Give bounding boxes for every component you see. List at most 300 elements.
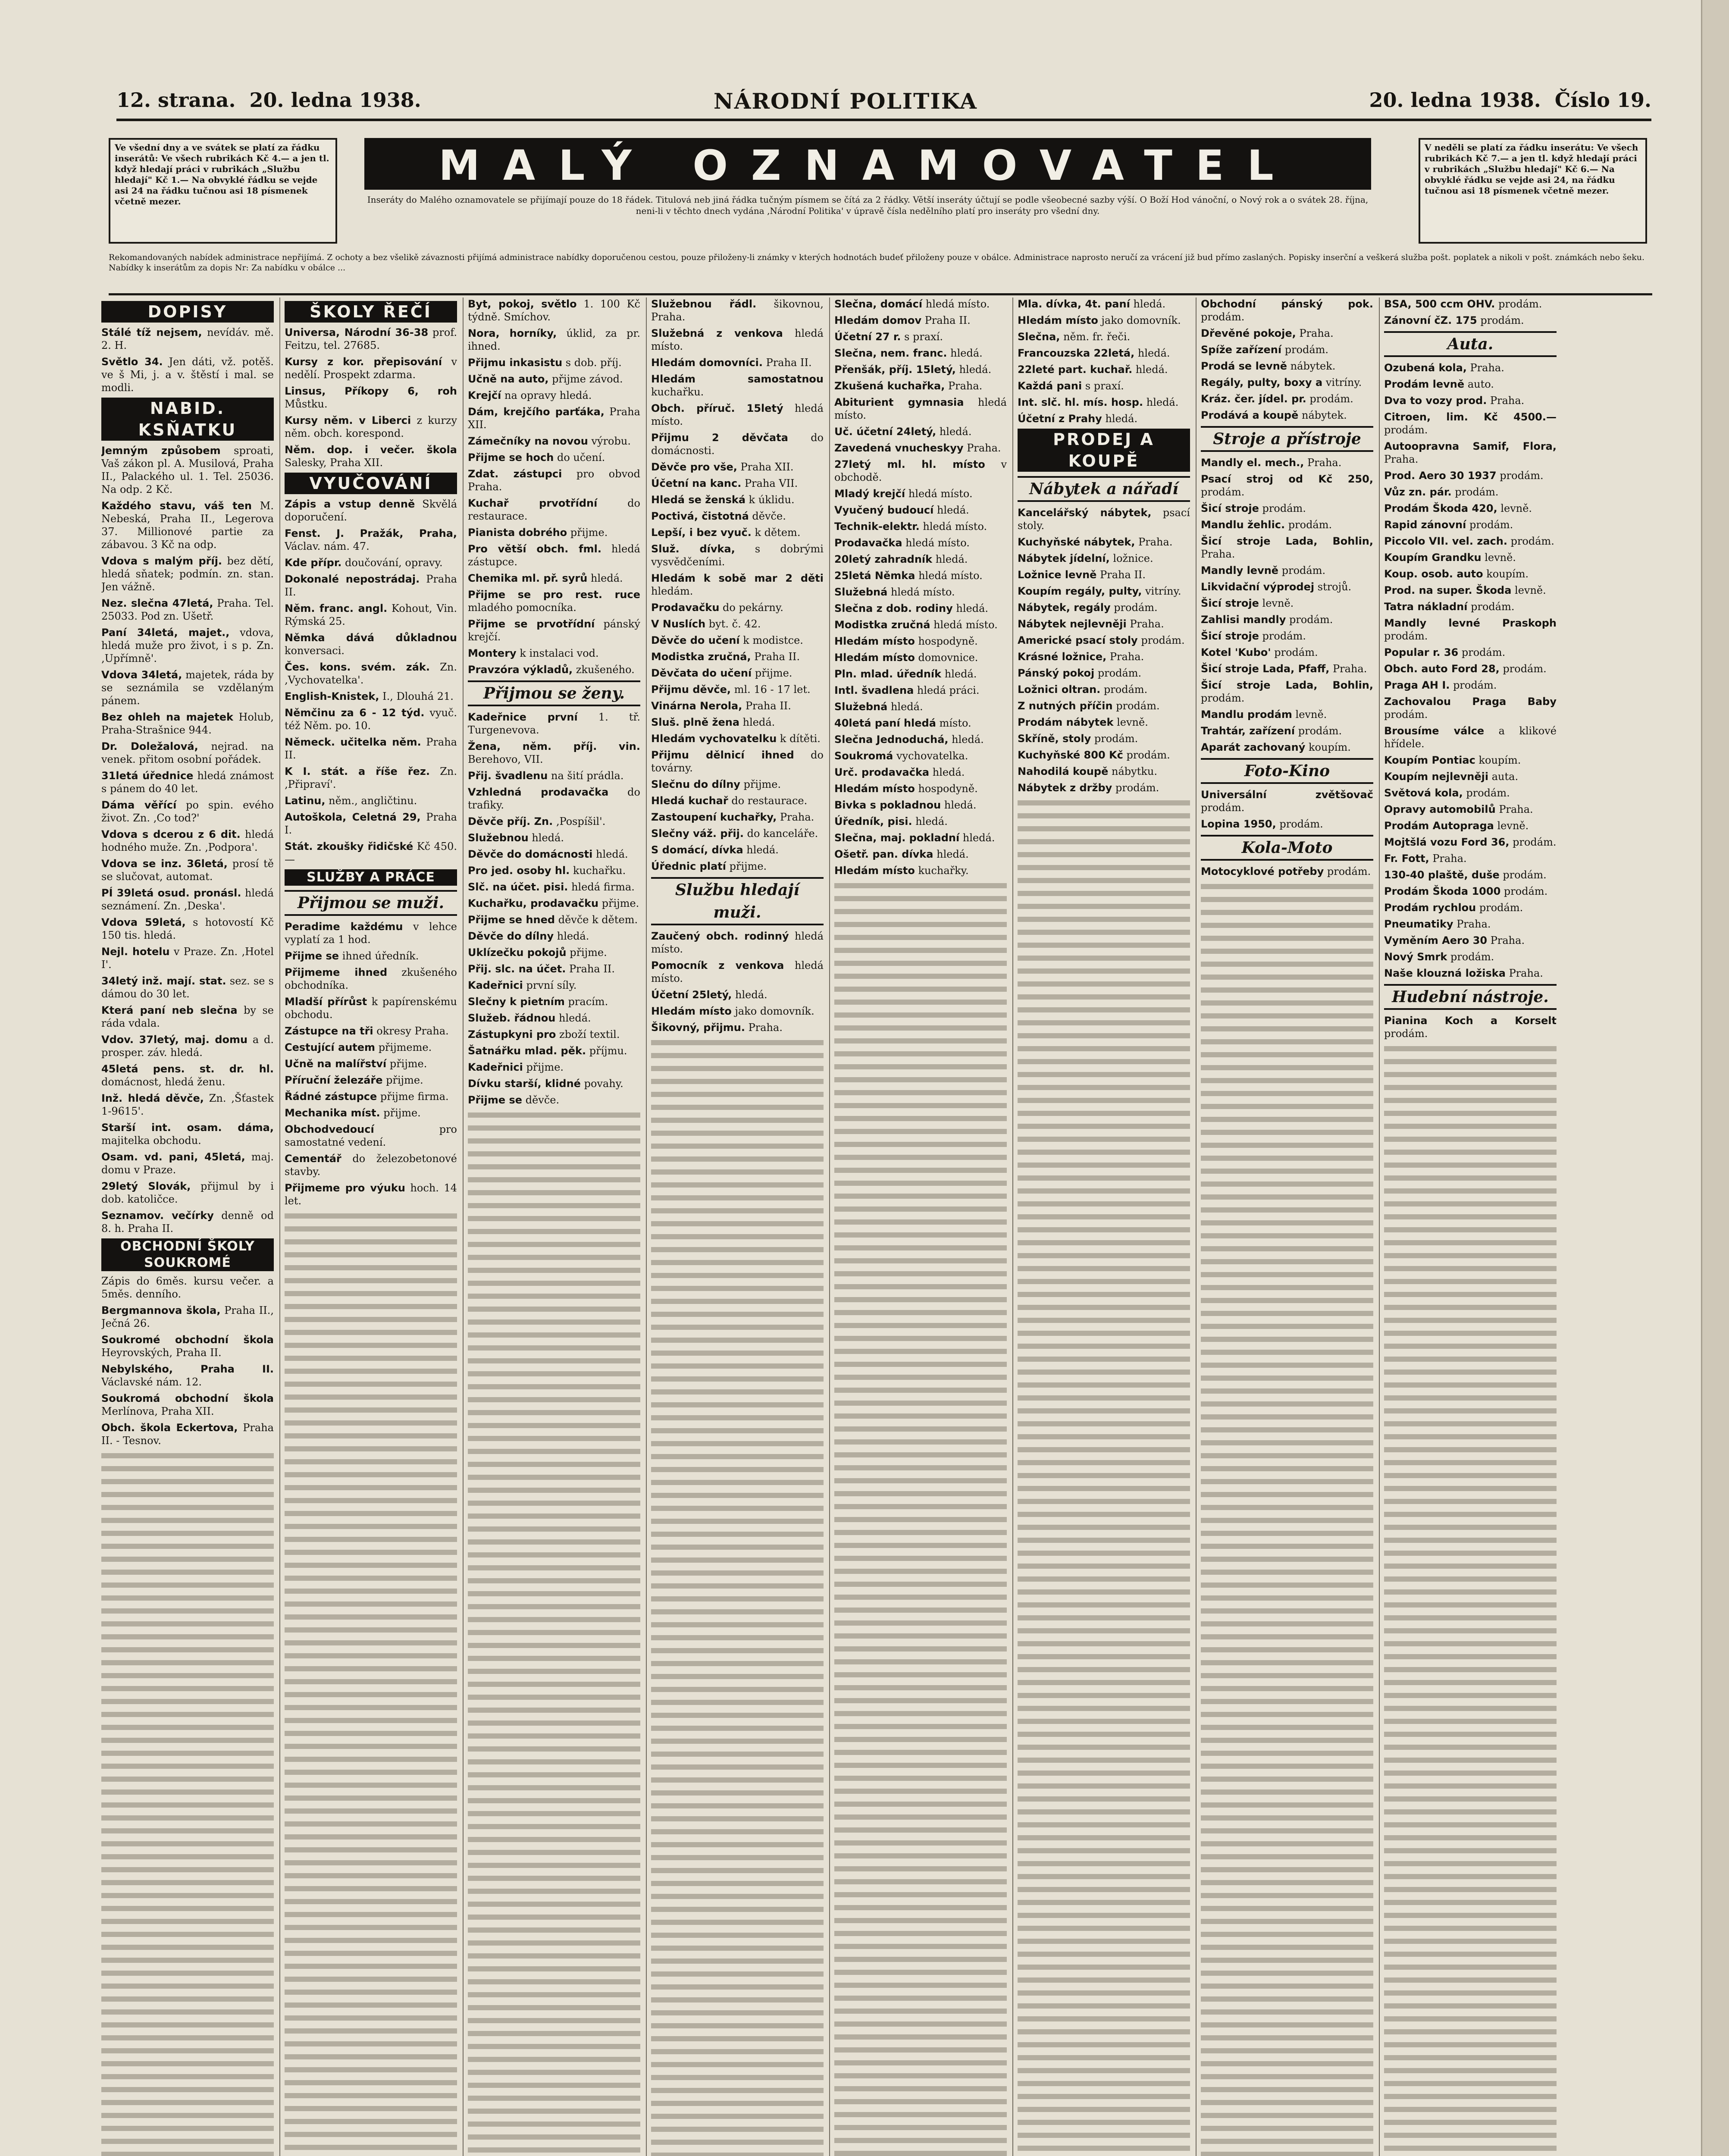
classified-ad	[1384, 394, 1557, 407]
ad-text: Praha.	[948, 380, 983, 392]
ad-headline: Prodám rychlou	[1384, 902, 1476, 914]
ad-text: majetek, ráda by se seznámila se vzdělaným pánem.	[101, 669, 274, 707]
ad-headline: Psací stroj od Kč 250,	[1201, 473, 1373, 485]
ad-headline: Dřevěné pokoje,	[1201, 327, 1296, 339]
ad-text: Heyrovských, Praha II.	[101, 1347, 222, 1359]
dense-ad-text	[1384, 1044, 1557, 2156]
ad-headline: Prod. Aero 30 1937	[1384, 470, 1497, 482]
ad-headline: Starší int. osam. dáma,	[101, 1122, 274, 1134]
ad-headline: Vyučený budoucí	[834, 504, 934, 516]
ad-text: Praha I.	[285, 811, 457, 836]
ad-headline: Koup. osob. auto	[1384, 568, 1483, 580]
ad-headline: Slečna, maj. pokladní	[834, 832, 960, 844]
classified-ad	[285, 631, 457, 657]
section-heading: NABID. KSŇATKU	[101, 398, 274, 441]
classified-ad	[834, 700, 1007, 713]
ad-headline: Kursy z kor. přepisování	[285, 356, 442, 368]
ad-headline: Nora, horníky,	[468, 327, 557, 339]
ad-headline: Kráz. čer. jídel. pr.	[1201, 393, 1306, 405]
ad-text: prodám.	[1274, 646, 1318, 658]
ad-text: auto.	[1467, 378, 1494, 390]
classified-ad	[285, 995, 457, 1021]
classified-ad	[651, 493, 824, 506]
classified-ad	[651, 477, 824, 490]
ad-headline: Nábytek, regály	[1018, 602, 1111, 614]
ad-headline: 130-40 plaště, duše	[1384, 869, 1500, 881]
classified-ad	[834, 831, 1007, 844]
ad-text: prodám.	[1288, 519, 1332, 531]
ad-text: ml. 16 - 17 let.	[734, 683, 811, 696]
ad-headline: Abiturient gymnasia	[834, 396, 964, 408]
section-heading: DOPISY	[101, 301, 274, 323]
classified-ad	[468, 864, 640, 877]
ad-text: Praha.	[1333, 663, 1367, 675]
classified-ad	[101, 769, 274, 795]
ad-headline: BSA, 500 ccm OHV.	[1384, 298, 1495, 310]
ad-headline: Fenst. J. Pražák, Praha,	[285, 527, 457, 539]
classified-ad	[285, 1123, 457, 1149]
classified-ad	[834, 314, 1007, 327]
ad-text: levně.	[1117, 716, 1148, 728]
classified-ad	[101, 1421, 274, 1447]
ad-text: maj. domu v Praze.	[101, 1151, 274, 1176]
ad-text: děvče k dětem.	[558, 914, 638, 926]
ad-text: pro samostatné vedení.	[285, 1123, 457, 1148]
classified-ad	[468, 786, 640, 812]
ad-headline: Ošetř. pan. dívka	[834, 848, 933, 860]
ad-headline: Slečny váž. přij.	[651, 827, 744, 840]
ad-headline: Účetní z Prahy	[1018, 413, 1102, 425]
ad-text: Praha.	[1456, 918, 1491, 930]
ad-headline: Autoškola, Celetná 29,	[285, 811, 421, 823]
ad-text: Kč 450.—	[285, 840, 457, 865]
ad-headline: Pánský pokoj	[1018, 667, 1095, 679]
classified-ad	[1201, 564, 1373, 577]
classified-ad	[834, 363, 1007, 376]
ad-text: prodám.	[1384, 424, 1428, 436]
ad-headline: Řádné zástupce	[285, 1091, 377, 1103]
ad-text: výrobu.	[591, 435, 631, 447]
classified-ad	[834, 815, 1007, 828]
ad-headline: Kuchařku, prodavačku	[468, 897, 599, 909]
section-heading: VYUČOVÁNÍ	[285, 473, 457, 494]
ad-headline: Lopina 1950,	[1201, 818, 1276, 830]
ad-headline: Zachovalou Praga Baby	[1384, 696, 1557, 708]
ad-headline: Šicí stroje Lada, Bohlin,	[1201, 535, 1373, 547]
ad-text: hledá práci.	[917, 684, 980, 696]
ad-headline: Int. slč. hl. mís. hosp.	[1018, 396, 1143, 408]
subsection-heading: Stroje a přístroje	[1201, 426, 1373, 452]
ad-headline: Nábytek z držby	[1018, 782, 1112, 794]
ad-text: prof. Feitzu, tel. 27685.	[285, 326, 457, 351]
ad-headline: Skříně, stoly	[1018, 733, 1091, 745]
ad-text: koupím.	[1486, 568, 1529, 580]
classified-ad	[1384, 584, 1557, 597]
classified-ad	[468, 979, 640, 992]
classified-ad	[1018, 347, 1190, 360]
ad-headline: Koupím nejlevněji	[1384, 771, 1489, 783]
ad-headline: 20letý zahradník	[834, 553, 933, 565]
classified-ad	[1384, 885, 1557, 898]
classified-ad	[1384, 819, 1557, 832]
ad-headline: Chemika ml. př. syrů	[468, 572, 588, 584]
ad-headline: Služebná z venkova	[651, 327, 783, 339]
classified-ad	[285, 690, 457, 703]
ad-headline: Každého stavu, váš ten	[101, 500, 252, 512]
ad-text: s praxí.	[1085, 380, 1124, 392]
ad-headline: Zdat. zástupci	[468, 468, 562, 480]
ad-text: přijme.	[743, 778, 781, 790]
ad-text: děvče.	[525, 1094, 560, 1106]
ad-text: prodám.	[1201, 692, 1245, 704]
ad-text: prodám.	[1450, 951, 1494, 963]
ad-headline: 45letá pens. st. dr. hl.	[101, 1063, 274, 1075]
ad-text: kuchařky.	[918, 865, 969, 877]
ad-headline: Služebnou	[468, 832, 529, 844]
ad-headline: Hledá kuchař	[651, 795, 728, 807]
ad-text: domácnost, hledá ženu.	[101, 1076, 226, 1088]
ad-text: kuchařku.	[573, 865, 626, 877]
classified-ad	[1384, 918, 1557, 931]
ad-headline: Slč. na účet. pisi.	[468, 881, 568, 893]
ad-text: pro obvod Praha.	[468, 468, 640, 493]
dense-ad-text	[468, 1110, 640, 2156]
ad-headline: Brousíme válce	[1384, 725, 1485, 737]
classified-ad	[285, 661, 457, 686]
classified-ad	[468, 467, 640, 493]
ad-text: prodám.	[1469, 519, 1513, 531]
ad-text: do restaurace.	[468, 497, 640, 522]
ad-text: koupím.	[1478, 754, 1521, 766]
ad-text: doučování, opravy.	[345, 557, 443, 569]
ad-headline: Slečna z dob. rodiny	[834, 602, 953, 614]
classified-ad	[834, 442, 1007, 454]
classified-ad	[1018, 601, 1190, 614]
dense-ad-text	[101, 1451, 274, 2156]
ad-headline: Motocyklové potřeby	[1201, 865, 1324, 877]
classified-ad	[285, 794, 457, 807]
classified-ad	[1201, 360, 1373, 373]
ad-headline: Dívku starší, klidné	[468, 1078, 581, 1090]
classified-ad	[834, 458, 1007, 484]
classified-ad	[1384, 836, 1557, 849]
classified-ad	[1201, 392, 1373, 405]
ad-headline: Přij. švadlenu	[468, 770, 548, 782]
classified-ad	[1018, 568, 1190, 581]
ad-text: hledá místo.	[651, 959, 824, 984]
ad-text: zkušeného.	[576, 664, 635, 676]
ad-text: hledá.	[937, 504, 969, 516]
ad-headline: Šikovný, přijmu.	[651, 1022, 745, 1034]
classified-ad	[1018, 716, 1190, 729]
ad-text: Praha II.	[924, 314, 971, 326]
ad-headline: Slečna Jednoduchá,	[834, 733, 949, 746]
classified-ad	[468, 897, 640, 910]
ad-text: Praha.	[1307, 457, 1342, 469]
classified-ad	[834, 635, 1007, 648]
ad-headline: Seznamov. večírky	[101, 1210, 214, 1222]
ad-text: Salesky, Praha XII.	[285, 457, 383, 469]
classified-ad	[651, 778, 824, 791]
section-heading: SLUŽBY A PRÁCE	[285, 869, 457, 886]
classified-ad	[1018, 781, 1190, 794]
ad-headline: Účetní na kanc.	[651, 477, 742, 489]
ad-text: hledá místo.	[651, 402, 824, 427]
classified-ad	[1384, 646, 1557, 659]
ad-text: hledá místo.	[905, 537, 970, 549]
ad-headline: Cestující autem	[285, 1041, 376, 1053]
ad-text: sproati, Vaš zákon pl. A. Musilová, Praha II., Palackého ul. 1. Tel. 25036. Na odp. 2 Kč.	[101, 445, 274, 495]
classified-ad	[285, 556, 457, 569]
ad-headline: Paní 34letá, majet.,	[101, 627, 230, 639]
classified-ad	[651, 402, 824, 428]
ad-text: Praha. Tel. 25033. Pod zn. Ušetř.	[101, 597, 274, 622]
ad-text: hledá místo.	[918, 570, 983, 582]
ad-headline: Americké psací stoly	[1018, 634, 1138, 646]
classified-ad	[468, 815, 640, 828]
classified-ad	[285, 1181, 457, 1207]
classified-ad	[651, 843, 824, 856]
classified-ad	[101, 1121, 274, 1147]
ad-text: něm., angličtinu.	[329, 795, 417, 807]
ad-text: hledá.	[1137, 347, 1170, 359]
classified-ad	[468, 617, 640, 643]
ad-text: hledá.	[596, 848, 628, 860]
classified-ad	[468, 1044, 640, 1057]
ad-headline: Krásné ložnice,	[1018, 651, 1107, 663]
classified-ad	[1384, 950, 1557, 963]
ad-headline: Mandlu prodám	[1201, 708, 1292, 721]
ad-headline: Zastoupení kuchařky,	[651, 811, 777, 823]
classified-ad	[1201, 630, 1373, 642]
ad-text: úklid, za pr. ihned.	[468, 327, 640, 352]
ad-headline: Dr. Doležalová,	[101, 740, 198, 752]
ad-headline: Praga AH I.	[1384, 679, 1450, 691]
classified-ad	[1201, 298, 1373, 323]
ad-headline: Ložnici oltran.	[1018, 683, 1101, 696]
classified-ad	[834, 553, 1007, 566]
ad-headline: Nez. slečna 47letá,	[101, 597, 213, 609]
ad-text: koupím.	[1308, 741, 1351, 753]
ad-text: Praha.	[1299, 327, 1334, 339]
ad-headline: Světlo 34.	[101, 356, 163, 368]
classified-ad	[285, 920, 457, 946]
ad-headline: Mladší přírůst	[285, 996, 367, 1008]
ad-text: jako domovník.	[735, 1005, 814, 1017]
subsection-heading: Hudební nástroje.	[1384, 984, 1557, 1010]
classified-ad	[468, 930, 640, 943]
ad-headline: Prodám nábytek	[1018, 716, 1114, 728]
ad-text: prodám.	[1480, 314, 1524, 326]
ad-text: k modistce.	[743, 634, 803, 646]
ad-text: příjmu.	[589, 1045, 627, 1057]
classified-ad	[468, 946, 640, 959]
ad-headline: Slečna, domácí	[834, 298, 923, 310]
classified-ad	[1018, 396, 1190, 409]
ad-text: přijmul by i dob. katoličce.	[101, 1180, 274, 1205]
ad-headline: Montery	[468, 647, 517, 659]
ad-text: přijme.	[389, 1058, 427, 1070]
classified-ad	[468, 913, 640, 926]
ad-headline: 29letý Slovák,	[101, 1180, 191, 1192]
classified-ad	[1384, 361, 1557, 374]
classified-ad	[834, 487, 1007, 500]
ad-text: hledá.	[915, 815, 948, 827]
subsection-heading: Službu hledají muži.	[651, 877, 824, 925]
ad-column	[468, 298, 640, 2156]
classified-ad	[468, 389, 640, 402]
classified-ad	[651, 988, 824, 1001]
ad-headline: Prodám levně	[1384, 378, 1465, 390]
ad-headline: Technik-elektr.	[834, 520, 920, 533]
ad-text: domovnice.	[918, 652, 978, 664]
ad-headline: Děvče pro vše,	[651, 461, 737, 473]
ad-headline: Kuchyňské nábytek,	[1018, 536, 1135, 548]
ad-headline: Přijme se	[468, 1094, 523, 1106]
ad-text: hledá.	[959, 364, 992, 376]
adjacent-page-edge	[1701, 0, 1729, 2156]
ad-text: a d. prosper. záv. hledá.	[101, 1034, 274, 1059]
classified-ad	[101, 740, 274, 766]
ad-text: prodám.	[1503, 869, 1547, 881]
ad-text: hledá.	[937, 848, 969, 860]
ad-text: levně.	[1500, 502, 1532, 514]
ad-text: první síly.	[526, 979, 577, 991]
ad-headline: Přijmu inkasistu	[468, 357, 563, 369]
ad-text: přijme.	[570, 946, 607, 959]
classified-ad	[1201, 518, 1373, 531]
ad-text: hoch. 14 let.	[285, 1182, 457, 1207]
classified-ad	[834, 569, 1007, 582]
ad-text: hledá.	[559, 1012, 591, 1024]
classified-ad	[468, 405, 640, 431]
ad-headline: Zástupce na tři	[285, 1025, 373, 1037]
ad-text: prodám.	[1289, 614, 1333, 626]
classified-ad	[101, 1004, 274, 1030]
classified-ad	[468, 435, 640, 448]
ad-text: k dětem.	[755, 526, 801, 539]
ad-text: přijmeme.	[378, 1041, 432, 1053]
classified-ad	[1018, 683, 1190, 696]
classified-ad	[1384, 934, 1557, 947]
ad-text: s hotovostí Kč 150 tis. hledá.	[101, 916, 274, 941]
ad-headline: S domácí, dívka	[651, 844, 743, 856]
classified-ad	[1018, 298, 1190, 310]
classified-ad	[285, 498, 457, 523]
ad-text: hledá.	[1105, 413, 1138, 425]
ad-text: hledá.	[1133, 298, 1166, 310]
ad-text: sez. se s dámou do 30 let.	[101, 975, 274, 1000]
ad-text: Praha.	[1109, 651, 1144, 663]
ad-headline: Prodám Autopraga	[1384, 820, 1494, 832]
ad-headline: Prodám Škoda 1000	[1384, 885, 1501, 897]
ad-headline: Něm. franc. angl.	[285, 602, 388, 614]
ad-headline: Osam. vd. pani, 45letá,	[101, 1151, 245, 1163]
classified-ad	[468, 1077, 640, 1090]
ad-headline: Mladý krejčí	[834, 488, 905, 500]
section-heading: PRODEJ A KOUPĚ	[1018, 429, 1190, 472]
classified-ad	[101, 799, 274, 824]
classified-ad	[651, 794, 824, 807]
classified-ad	[1384, 787, 1557, 799]
ad-text: prodám.	[1116, 700, 1160, 712]
ad-headline: Zaučený obch. rodinný	[651, 930, 789, 942]
ad-headline: Pianina Koch a Korselt	[1384, 1015, 1557, 1027]
classified-ad	[285, 1152, 457, 1178]
classified-ad	[101, 975, 274, 1000]
ad-text: ložnice.	[1113, 552, 1153, 564]
subsection-heading: Přijmou se muži.	[285, 890, 457, 916]
ad-headline: Pro větší obch. fml.	[468, 543, 601, 555]
classified-ad	[651, 461, 824, 473]
ad-headline: Každá pani	[1018, 380, 1082, 392]
ad-text: levně.	[1295, 708, 1327, 721]
classified-ad	[101, 555, 274, 593]
administration-notice: Rekomandovaných nabídek administrace nepřijímá. Z ochoty a bez všelikě závaznosti přijímá administrace nabídky doporučenou cestou, pouze přiloženy-li známky v kterých hodnotách budeť přiloženy pouze v obálce. Administrace naprosto neručí za vrácení již bud přímo zaslaných. Popisky inserční a veškerá služba pošt. poplatek a nikoli v pošt. známkách nebo šeku. Nabídky k inserátům za dopis Nr: Za nabídku v obálce ...	[109, 252, 1652, 295]
ad-headline: Německ. učitelka něm.	[285, 736, 421, 748]
ad-text: s dobrými vysvědčeními.	[651, 543, 824, 568]
section-heading: OBCHODNÍ ŠKOLY SOUKROMÉ	[101, 1238, 274, 1271]
ad-text: zkušeného obchodníka.	[285, 966, 457, 991]
ad-text: přijme.	[386, 1074, 423, 1086]
column-rule	[646, 298, 647, 2156]
ad-text: Praha.	[748, 1022, 783, 1034]
classified-ad	[651, 716, 824, 729]
classified-ad	[834, 396, 1007, 422]
ad-text: nevídáv. mě. 2. H.	[101, 326, 274, 351]
ad-text: hledá.	[944, 799, 977, 811]
classified-ad	[651, 542, 824, 568]
ad-headline: Rapid zánovní	[1384, 519, 1466, 531]
classified-ad	[834, 586, 1007, 599]
classified-ad	[285, 1057, 457, 1070]
ad-headline: Pomocník z venkova	[651, 959, 784, 971]
ad-text: hledá.	[746, 844, 779, 856]
classified-ad	[468, 647, 640, 660]
ad-text: hledá.	[591, 572, 623, 584]
ad-text: do učení.	[557, 451, 605, 464]
classified-ad	[285, 765, 457, 791]
ad-text: prodám.	[1384, 630, 1428, 642]
ad-headline: Kuchyňské 800 Kč	[1018, 749, 1123, 761]
classified-ad	[468, 1028, 640, 1041]
ad-text: byt. č. 42.	[708, 618, 761, 630]
ad-text: prodám.	[1384, 708, 1428, 721]
classified-ad	[651, 431, 824, 457]
ad-text: šikovnou, Praha.	[651, 298, 824, 323]
ad-text: hledá firma.	[571, 881, 635, 893]
ad-headline: Obch. škola Eckertova,	[101, 1422, 238, 1434]
classified-ad	[834, 733, 1007, 746]
ad-column	[1384, 298, 1557, 2156]
ad-text: prodám.	[1103, 683, 1148, 696]
ad-text: Praha II.	[745, 700, 791, 712]
classified-ad	[834, 536, 1007, 549]
ad-text: hledá seznámení. Zn. ‚Deska'.	[101, 887, 274, 912]
ad-text: do kanceláře.	[747, 827, 818, 840]
ad-column	[1018, 298, 1190, 2156]
classified-ad	[1201, 502, 1373, 515]
ad-text: levně.	[1485, 552, 1516, 564]
classified-ad	[1384, 411, 1557, 436]
ad-text: levně.	[1515, 584, 1546, 596]
ad-text: zboží textil.	[559, 1028, 620, 1040]
ad-headline: Slečna,	[1018, 331, 1060, 343]
dense-ad-text	[834, 881, 1007, 2156]
ad-headline: Něm. dop. i večer. škola	[285, 444, 457, 456]
ad-text: Praha XII.	[468, 406, 640, 431]
ad-text: Zápis do 6měs. kursu večer. a 5měs. denního.	[101, 1275, 274, 1300]
